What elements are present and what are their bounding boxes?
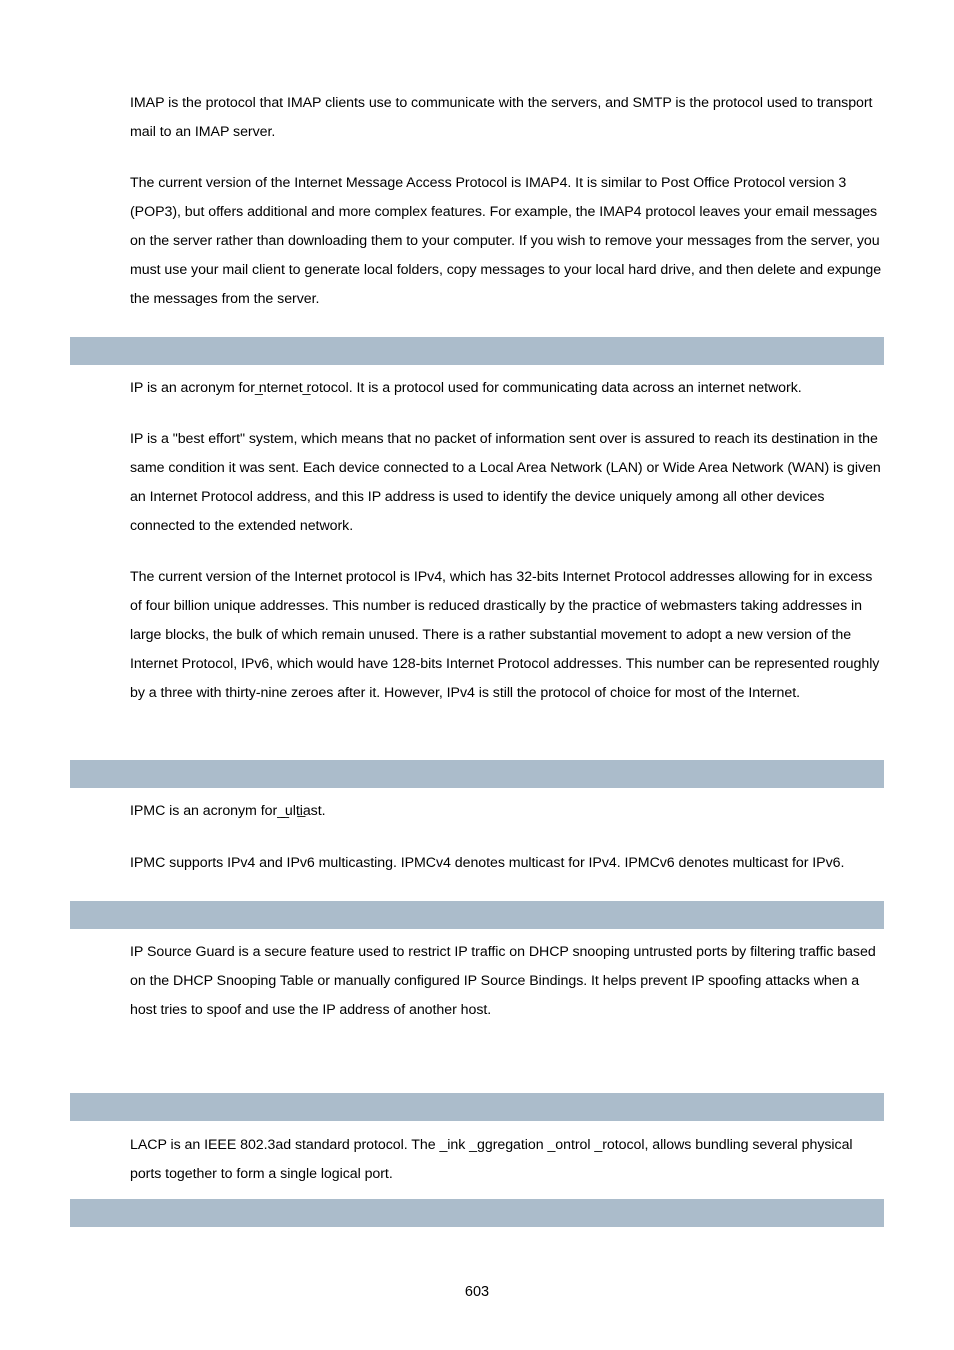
paragraph-ip-definition: IP is an acronym for ̲nternet ̲rotocol. It is a protocol used for communicating data across an internet network. (130, 380, 802, 396)
section-heading-bar-ipmc (70, 760, 884, 788)
paragraph-ip-version: The current version of the Internet protocol is IPv4, which has 32-bits Internet Protocol addresses allowing for in excess of four billion unique addresses. This number is reduced drastically by the practice of webmasters taking addresses in large blocks, the bulk of which remain unused. There is a rather substantial movement to adopt a new version of the Internet Protocol, IPv6, which would have 128-bits Internet Protocol addresses. This number can be represented roughly by a three with thirty-nine zeroes after it. However, IPv4 is still the protocol of choice for most of the Internet. (130, 569, 880, 701)
section-heading-bar-next (70, 1199, 884, 1227)
paragraph-ip-best-effort: IP is a "best effort" system, which means that no packet of information sent over is assured to reach its destination in the same condition it was sent. Each device connected to a Local Area Network (LAN) or Wide Area Network (WAN) is given an Internet Protocol address, and this IP address is used to identify the device uniquely among all other devices connected to the extended network. (130, 431, 881, 534)
section-heading-bar-ip (70, 337, 884, 365)
paragraph-ipmc-definition: IPMC is an acronym for ̲ ̲ulti̲ast. (130, 803, 326, 819)
paragraph-imap-definition: IMAP is the protocol that IMAP clients use to communicate with the servers, and SMTP is the protocol used to transport mail to an IMAP server. (130, 95, 873, 140)
paragraph-ipmc-support: IPMC supports IPv4 and IPv6 multicasting. IPMCv4 denotes multicast for IPv4. IPMCv6 denotes multicast for IPv6. (130, 855, 845, 871)
paragraph-imap-version: The current version of the Internet Message Access Protocol is IMAP4. It is similar to Post Office Protocol version 3 (POP3), but offers additional and more complex features. For example, the IMAP4 protocol leaves your email messages on the server rather than downloading them to your computer. If you wish to remove your messages from the server, you must use your mail client to generate local folders, copy messages to your local hard drive, and then delete and expunge the messages from the server. (130, 175, 882, 307)
page-number: 603 (464, 1284, 490, 1300)
paragraph-ip-source-guard: IP Source Guard is a secure feature used to restrict IP traffic on DHCP snooping untrusted ports by filtering traffic based on the DHCP Snooping Table or manually configured IP Source Bindings. It helps prevent IP spoofing attacks when a host tries to spoof and use the IP address of another host. (130, 944, 876, 1018)
section-heading-bar-ip-source-guard (70, 901, 884, 929)
paragraph-lacp-definition: LACP is an IEEE 802.3ad standard protocol. The _ink _ggregation _ontrol _rotocol, allows bundling several physical ports together to form a single logical port. (130, 1137, 853, 1182)
section-heading-bar-lacp (70, 1093, 884, 1121)
